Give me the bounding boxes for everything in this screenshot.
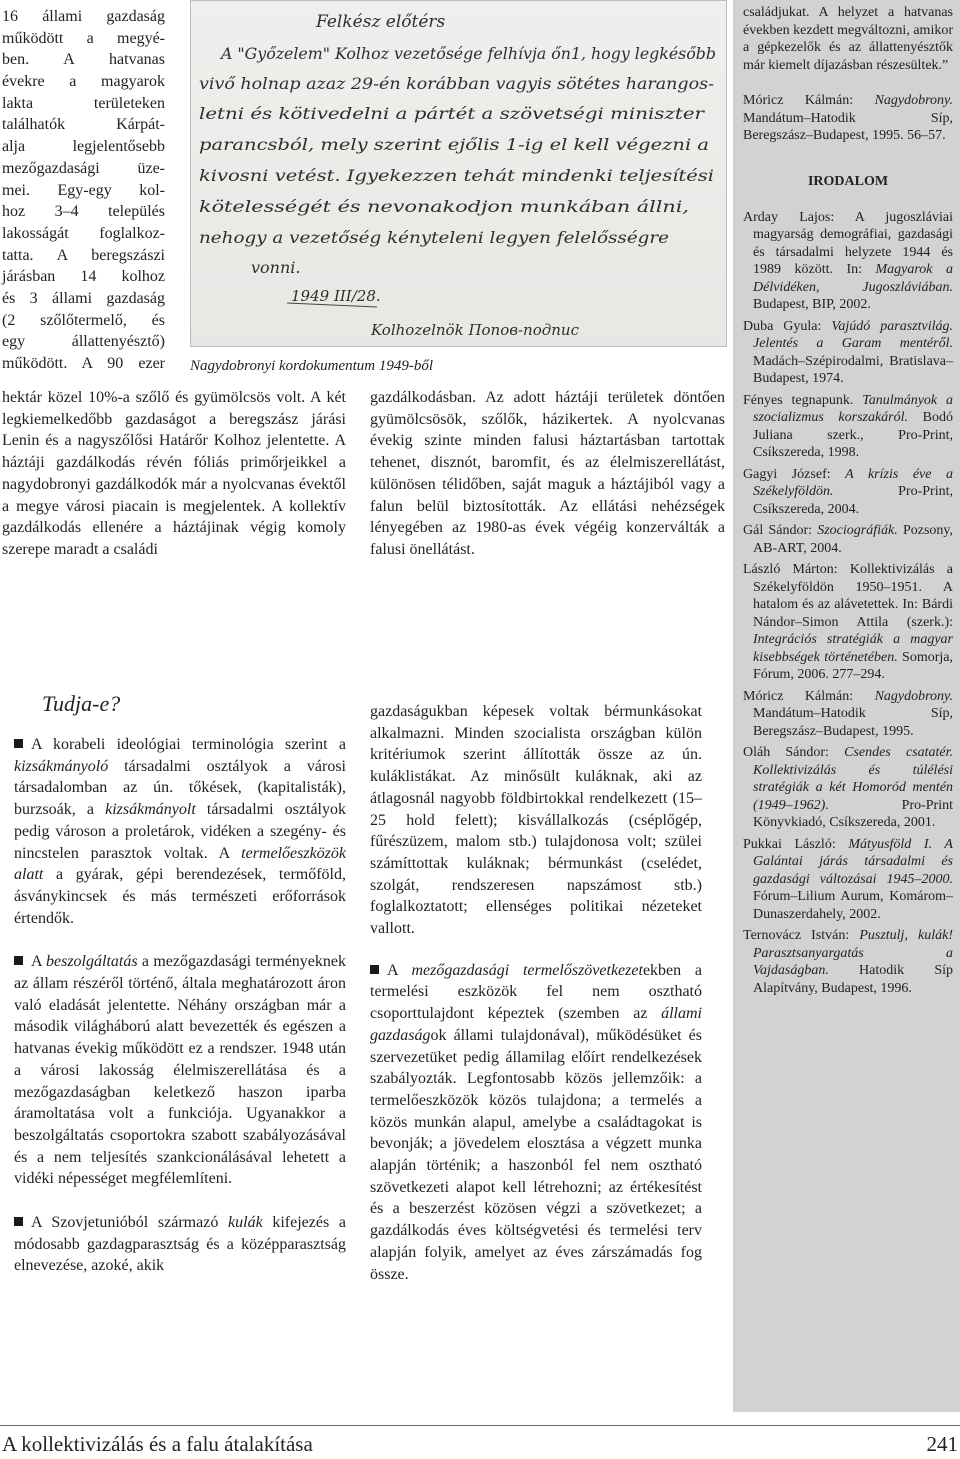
- hw-line-0: Felkész előtérs: [316, 12, 446, 32]
- hw-date: 1949 III/28.: [291, 287, 381, 305]
- intro-line: tatta. A beregszászi: [2, 246, 165, 264]
- image-caption: Nagydobronyi kordokumentum 1949-ből: [190, 358, 434, 374]
- running-footer-title: A kollektivizálás és a falu átalakítása: [2, 1432, 313, 1456]
- reference-item: Arday Lajos: A jugoszláviai magyarság demográfiai, gazdasági és társadalmi helyzete 1944 és 1989 között. In: Magyarok a Délvidéken, Jugoszláviában. Budapest, BIP, 2002.: [743, 209, 953, 312]
- reference-item: Fényes tegnapunk. Tanulmányok a szocializmus korszakáról. Bodó Juliana szerk., Pro-Print, Csíkszereda, 1998.: [743, 392, 953, 460]
- intro-line: mezőgazdasági üze-: [2, 159, 165, 177]
- intro-line: 16 állami gazdaság: [2, 8, 165, 25]
- intro-line: működött a megyé-: [2, 29, 165, 47]
- tudja-e-box-middle: [370, 701, 702, 1285]
- intro-continuation: hektár közel 10%-a szőlő és gyümölcsös volt. A két legkiemelkedőbb gazdaságot a beregszász járási Lenin és a nagyszőlősi Határőr Kolhoz jelentette. A háztáji gazdálkodás révén fóliás primőrjeikkel a nagydobronyi gazdálkodók már a nyolcvanas évektől a megye városi piacain is megjelentek. A kollektív gazdálkodás ellenére a háztájinak végig komoly szerepe maradt a családi: [2, 389, 346, 558]
- intro-line: és 3 állami gazdaság: [2, 289, 165, 307]
- archival-document-scan: [190, 0, 727, 347]
- middle-column-text: gazdálkodásban. Az adott háztáji területek döntően gyümölcsösök, szőlők, házikertek. A nyolcvanas évekig szinte minden falusi háztartásban tartottak tehenet, disznót, baromfit, és az élelmiszerellátást, különösen télidőben, saját maguk a háztájiból vagy a falun belül biztosították. Az ellátási nehézségek lényegében az 1980-as évek végéig konzerválták a falusi önellátást.: [370, 389, 725, 558]
- reference-item: László Márton: Kollektivizálás a Székelyföldön 1950–1951. A hatalom és az alávetettek. In: Bárdi Nándor–Simon Attila (szerk.): Integrációs stratégiák a magyar kisebbségek történetében. Somorja, Fórum, 2006. 277–294.: [743, 562, 953, 682]
- bullet-square-icon: [14, 956, 23, 965]
- intro-narrow-column: [2, 6, 165, 375]
- intro-line: (2 szőlőtermelő, és: [2, 311, 165, 329]
- hw-line-1: A "Győzelem" Kolhoz vezetősége felhívja őn1, hogy legkésőbb: [219, 44, 716, 63]
- tudja-item-termeloszovetkezet: A mezőgazdasági termelőszövetkezetekben a termelési eszközök fel nem osztható csoporttulajdont képeztek (szemben az állami gazdaságok állami tulajdonával), működésüket és szervezetüket pedig államilag előírt rendelkezések szabályozták. Legfontosabb közös jellemzőik: a termelőeszközök közös tulajdona; a termelés a közös munkán alapul, amelybe a családtagokat is bevonják; a jövedelem elosztása a végzett munka alapján történik; a haszonból fel nem osztható szövetkezeti alapot kell létrehozni; az értékesítést és a beszerzést közösen végzi a szövetkezet; a gazdálkodás éves költségvetési és termelési terv alapján folyik, amelyet az éves zárszámadás fog össze.: [370, 961, 703, 1283]
- hw-line-7: nehogy a vezetőség kényteleni legyen felelősségre: [199, 228, 669, 247]
- hw-signature: Kolhozelnök Попов-подпис: [371, 321, 579, 339]
- hw-line-4: parancsból, mely szerint ejőlis 1-ig el kell végezni a: [199, 135, 709, 154]
- intro-line: évekre a magyarok: [2, 73, 165, 91]
- hw-line-5: kivosni vetést. Igyekezzen tehát mindenki teljesítési: [199, 166, 714, 185]
- bullet-square-icon: [14, 1217, 23, 1226]
- tudja-item-beszolgaltatas: A beszolgáltatás a mezőgazdasági terményeknek az állam részéről történő, általa meghatározott áron való eladását jelentette. Néhány országban már a második világháború alatt bevezették és egészen a hatvanas évekig működött ez a rendszer. 1948 után a városi lakosság élelmiszerellátása és a mezőgazdaságban keletkező haszon iparba áramoltatása volt a funkciója. Ugyanakkor a beszolgáltatás csoportokra szabott szabályozásával és a nem teljesítés szankcionálásával lehetett a vidéki népességet megfélemlíteni.: [14, 953, 346, 1188]
- intro-line: mei. Egy-egy kol-: [2, 181, 165, 199]
- sidebar-quote-source: Móricz Kálmán: Nagydobrony. Mandátum–Hatodik Síp, Beregszász–Budapest, 1995. 56–57.: [743, 93, 953, 143]
- tudja-kulak-continuation: gazdaságukban képesek voltak bérmunkásokat alkalmazni. Minden szocialista országban külön kritériumok szerint állították össze az ún. kuláklistákat. Az minősült kuláknak, aki az átlagosnál nagyobb földbirtokkal rendelkezett (15–25 hold felett); kisvállalkozás (cséplőgép, fűrészüzem, malom stb.) tulajdonosa volt; szülei számíttottak kuláknak; bérmunkást (cselédet, szolgát, rendszeresen napszámost stb.) foglalkoztatott; ellenséges politikai nézeteket vallott.: [370, 703, 702, 938]
- bullet-square-icon: [14, 739, 23, 748]
- reference-item: Móricz Kálmán: Nagydobrony. Mandátum–Hatodik Síp, Beregszász–Budapest, 1995.: [743, 688, 953, 739]
- intro-line: alja legjelentősebb: [2, 138, 165, 156]
- intro-lines: [2, 6, 165, 375]
- intro-line: lakta területeken: [2, 94, 165, 112]
- intro-line: ben. A hatvanas: [2, 51, 165, 69]
- intro-line: hoz 3–4 település: [2, 203, 165, 221]
- intro-line: működött. A 90 ezer: [2, 355, 165, 372]
- hw-line-6: kötelességét és nevonakodjon munkában állni,: [199, 197, 689, 216]
- page-number: 241: [926, 1432, 958, 1456]
- intro-line: lakosságát foglalkoz-: [2, 224, 165, 242]
- footer-rule: [0, 1425, 960, 1426]
- reference-item: Gál Sándor: Szociográfiák. Pozsony, AB-ART, 2004.: [743, 523, 954, 556]
- sidebar-panel: [733, 0, 960, 1412]
- hw-line-3: letni és kötivedelni a pártét a szövetségi miniszter: [199, 104, 706, 123]
- intro-line: egy állattenyésztő): [2, 333, 165, 351]
- reference-item: Duba Gyula: Vajúdó parasztvilág. Jelentés a Garam mentéről. Madách–Szépirodalmi, Bratislava–Budapest, 1974.: [743, 318, 953, 386]
- intro-line: találhatók Kárpát-: [2, 116, 165, 134]
- tudja-item-kulak: A Szovjetunióból származó kulák kifejezés a módosabb gazdagparasztság és a középparasztság elnevezése, azoké, akik: [14, 1214, 346, 1275]
- intro-line: járásban 14 kolhoz: [2, 268, 165, 286]
- tudja-e-heading: Tudja-e?: [42, 691, 121, 716]
- reference-item: Pukkai László: Mátyusföld I. A Galántai járás társadalmi és gazdasági változásai 1945–2000. Fórum–Lilium Aurum, Komárom–Dunaszerdahely, 2002.: [743, 836, 953, 922]
- handwritten-note-image: [191, 1, 726, 346]
- hw-line-2: vivő holnap azaz 29-én korábban vagyis sötétes harangos-: [199, 74, 714, 93]
- reference-item: Oláh Sándor: Csendes csatatér. Kollektivizálás és túlélési stratégiák a két Homoród mentén (1949–1962). Pro-Print Könyvkiadó, Csíkszereda, 2001.: [743, 745, 953, 830]
- reference-list: [743, 209, 953, 998]
- bullet-square-icon: [370, 965, 379, 974]
- tudja-e-box-left: [14, 690, 346, 1277]
- tudja-item-ideology: A korabeli ideológiai terminológia szerint a kizsákmányoló társadalmi osztályok a városi társadalomban az ún. tőkések, (kapitalisták), burzsoák, a kizsákmányolt társadalmi osztályok pedig városon a proletárok, vidéken a szegény- és nincstelen parasztok voltak. A termelőeszközök alatt a gyárak, gépi berendezések, termőföld, ásványkincsek és más természeti erőforrások értendők.: [14, 736, 346, 927]
- irodalom-heading: IRODALOM: [807, 173, 889, 189]
- reference-item: Gagyi József: A krízis éve a Székelyföldön. Pro-Print, Csíkszereda, 2004.: [743, 466, 953, 517]
- sidebar-quote: családjukat. A helyzet a hatvanas években kezdett megváltozni, amikor a gépkezelők és az állattenyésztők már kiemelt díjazásban részesültek.”: [743, 5, 953, 73]
- reference-item: Ternovácz István: Pusztulj, kulák! Parasztsanyargatás a Vajdaságban. Hatodik Síp Alapítvány, Budapest, 1996.: [743, 928, 953, 996]
- hw-line-8: vonni.: [251, 258, 301, 277]
